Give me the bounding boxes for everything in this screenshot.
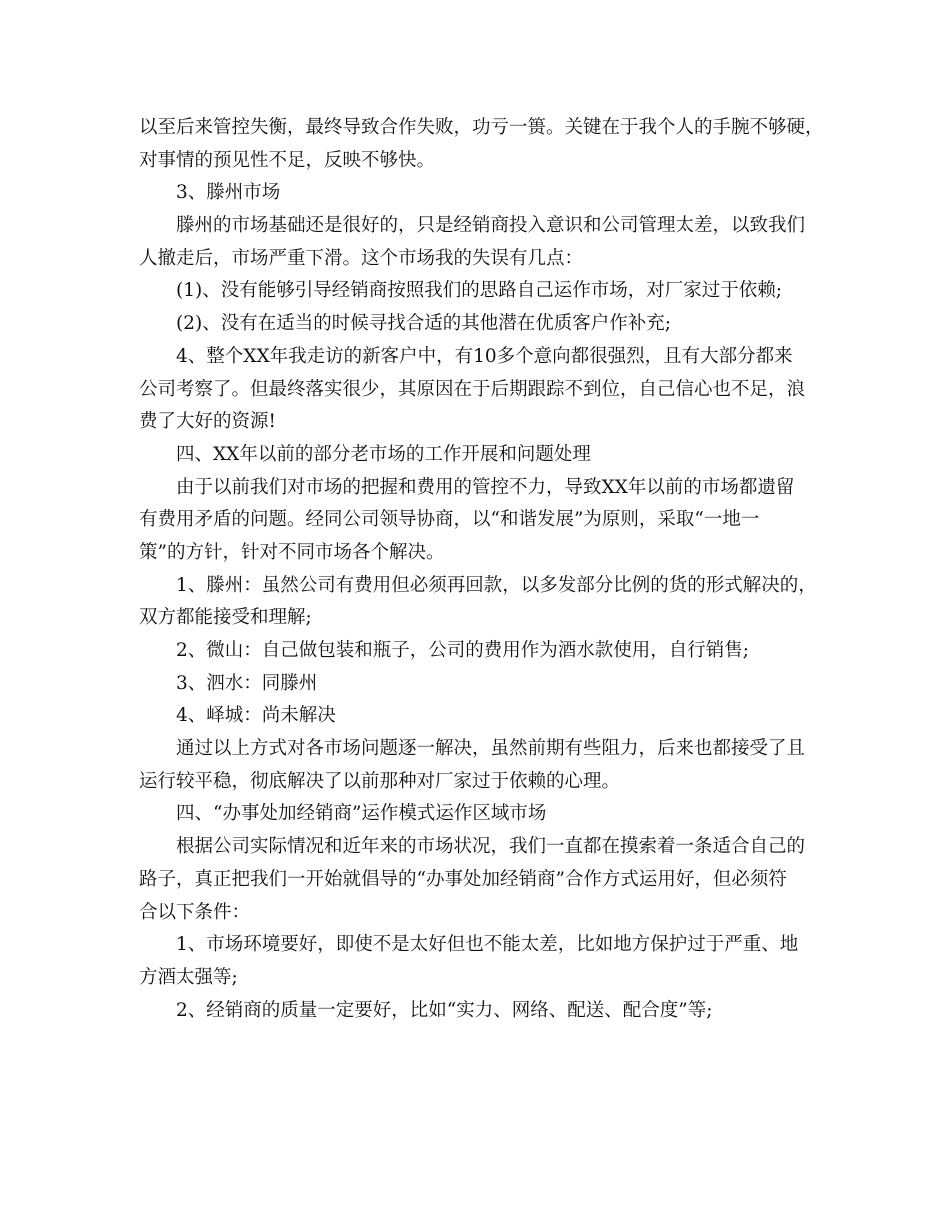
text-line: 运行较平稳，彻底解决了以前那种对厂家过于依赖的心理。 [139, 770, 621, 792]
text-line: 双方都能接受和理解; [139, 607, 312, 629]
section-heading: 四、XX年以前的部分老市场的工作开展和问题处理 [176, 443, 591, 465]
list-item: 2、微山：自己做包装和瓶子，公司的费用作为酒水款使用，自行销售; [176, 640, 750, 661]
text-line: 由于以前我们对市场的把握和费用的管控不力，导致XX年以前的市场都遗留 [176, 476, 795, 498]
text-line: 根据公司实际情况和近年来的市场状况，我们一直都在摸索着一条适合自己的 [176, 836, 806, 858]
text-line: 通过以上方式对各市场问题逐一解决，虽然前期有些阻力，后来也都接受了且 [176, 738, 806, 760]
section-heading: 4、整个XX年我走访的新客户中，有10多个意向都很强烈，且有大部分都来 [176, 345, 793, 367]
list-item: 4、峄城：尚未解决 [176, 705, 336, 727]
list-item: 2、经销商的质量一定要好，比如“实力、网络、配送、配合度”等; [176, 999, 713, 1021]
text-line: 方酒太强等; [139, 966, 238, 988]
list-item: (1)、没有能够引导经销商按照我们的思路自己运作市场，对厂家过于依赖; [176, 280, 782, 302]
document-body [139, 112, 829, 1027]
section-heading: 3、滕州市场 [176, 182, 281, 204]
text-line: 策”的方针，针对不同市场各个解决。 [139, 541, 445, 563]
text-line: 人撤走后，市场严重下滑。这个市场我的失误有几点： [139, 247, 584, 269]
text-line: 有费用矛盾的问题。经同公司领导协商，以“和谐发展”为原则，采取“一地一 [139, 509, 760, 531]
text-line: 滕州的市场基础还是很好的，只是经销商投入意识和公司管理太差，以致我们 [176, 215, 806, 237]
text-line: 公司考察了。但最终落实很少，其原因在于后期跟踪不到位，自己信心也不足，浪 [139, 378, 806, 400]
text-line: 以至后来管控失衡，最终导致合作失败，功亏一篑。关键在于我个人的手腕不够硬， [139, 117, 824, 138]
list-item: 1、滕州：虽然公司有费用但必须再回款，以多发部分比例的货的形式解决的， [176, 574, 817, 596]
list-item: 1、市场环境要好，即使不是太好但也不能太差，比如地方保护过于严重、地 [176, 934, 799, 956]
text-line: 对事情的预见性不足，反映不够快。 [139, 149, 436, 171]
text-line: 费了大好的资源! [139, 411, 276, 433]
section-heading: 四、“办事处加经销商”运作模式运作区域市场 [176, 803, 547, 825]
list-item: (2)、没有在适当的时候寻找合适的其他潜在优质客户作补充; [176, 313, 671, 335]
text-line: 合以下条件： [139, 901, 251, 923]
text-line: 路子，真正把我们一开始就倡导的“办事处加经销商”合作方式运用好，但必须符 [139, 868, 787, 890]
list-item: 3、泗水：同滕州 [176, 672, 318, 694]
